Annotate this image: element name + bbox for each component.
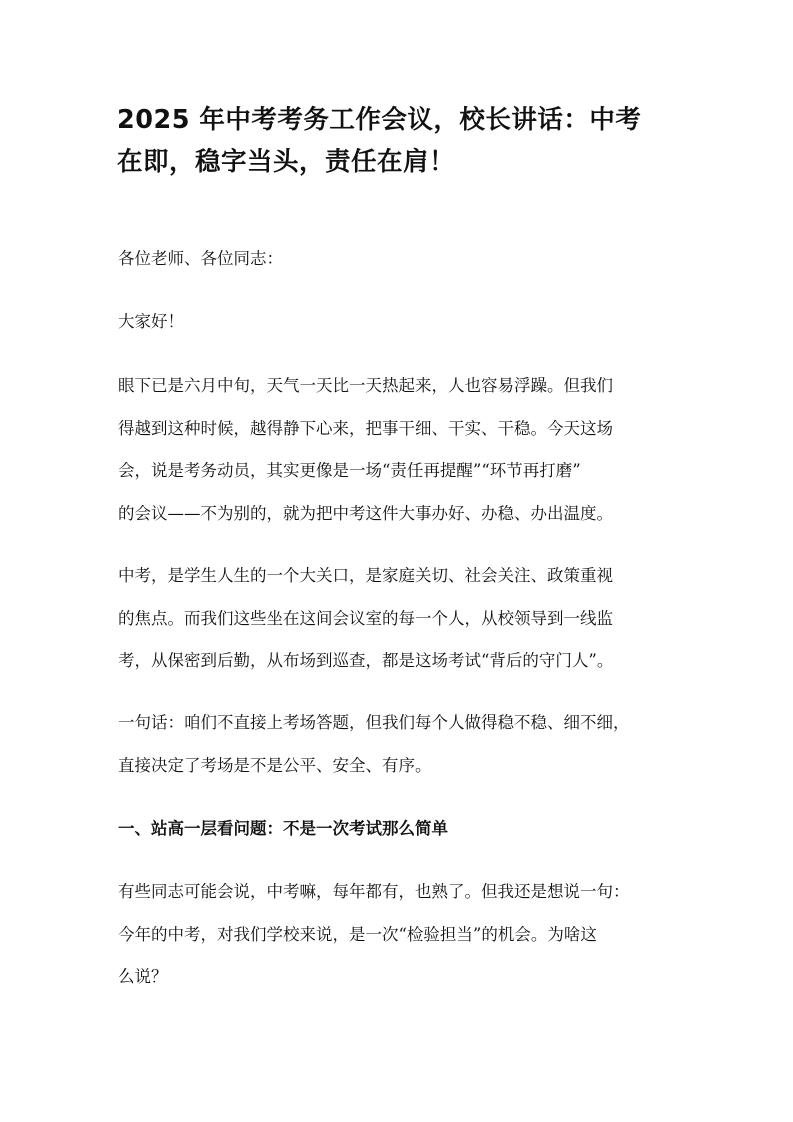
text-line: 的焦点。而我们这些坐在这间会议室的每一个人，从校领导到一线监 xyxy=(118,608,613,628)
text-line: 考，从保密到后勤，从布场到巡查，都是这场考试“背后的守门人”。 xyxy=(118,651,614,670)
paragraph-3 xyxy=(118,702,688,787)
text-line: 大家好！ xyxy=(118,312,184,331)
text-line: 中考，是学生人生的一个大关口，是家庭关切、社会关注、政策重视 xyxy=(118,566,613,585)
text-line: 么说？ xyxy=(118,967,168,986)
text-line: 各位老师、各位同志： xyxy=(118,249,283,268)
paragraph-4 xyxy=(118,871,688,999)
text-line: 得越到这种时候，越得静下心来，把事干细、干实、干稳。今天这场 xyxy=(118,418,613,438)
text-line: 今年的中考，对我们学校来说，是一次“检验担当”的机会。为啥这 xyxy=(118,924,597,944)
text-line: 眼下已是六月中旬，天气一天比一天热起来，人也容易浮躁。但我们 xyxy=(118,376,613,395)
title-line: 2025 年中考考务工作会议，校长讲话：中考 xyxy=(117,105,642,135)
text-line: 一、站高一层看问题：不是一次考试那么简单 xyxy=(118,819,448,838)
text-line: 的会议——不为别的，就为把中考这件大事办好、办稳、办出温度。 xyxy=(118,503,613,523)
document-title xyxy=(117,99,697,183)
text-line: 直接决定了考场是不是公平、安全、有序。 xyxy=(118,755,432,775)
section-heading-1 xyxy=(118,808,688,851)
text-line: 会，说是考务动员，其实更像是一场“责任再提醒”“环节再打磨” xyxy=(118,461,581,480)
text-line: 有些同志可能会说，中考嘛，每年都有，也熟了。但我还是想说一句： xyxy=(118,882,630,901)
text-line: 一句话：咱们不直接上考场答题，但我们每个人做得稳不稳、细不细， xyxy=(118,713,630,732)
greeting xyxy=(118,238,688,281)
paragraph-2 xyxy=(118,555,688,683)
paragraph-1 xyxy=(118,365,688,535)
hello xyxy=(118,301,688,344)
title-line: 在即，稳字当头，责任在肩！ xyxy=(117,147,456,177)
